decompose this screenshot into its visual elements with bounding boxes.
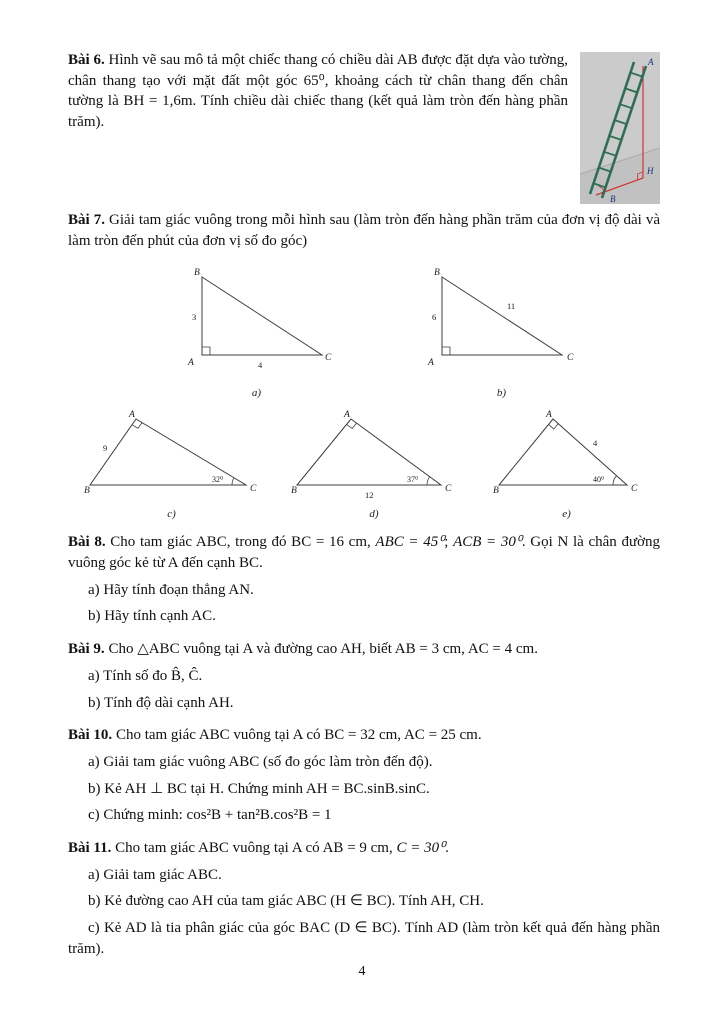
vertex-label-A: A <box>344 410 350 421</box>
figure-c-caption: c) <box>167 508 176 521</box>
label-B: B <box>610 194 616 204</box>
problem-7-label: Bài 7. <box>68 212 105 228</box>
triangle-b-diagram <box>427 265 577 380</box>
problem-9-item-a: a) Tính số đo B̂, Ĉ. <box>88 667 203 684</box>
side-label-bottom: 4 <box>257 360 262 371</box>
problem-10-body: Cho tam giác ABC vuông tại A có BC = 32 cm, AC = 25 cm. <box>115 727 482 744</box>
problem-10-item-a: a) Giải tam giác vuông ABC (số đo góc làm tròn đến độ). <box>88 753 433 770</box>
problem-10-item-b: b) Kẻ AH ⊥ BC tại H. Chứng minh AH = BC.sinB.sinC. <box>88 780 430 797</box>
vertex-label-C: C <box>566 353 573 364</box>
side-label-AB: 9 <box>103 443 108 454</box>
right-angle-mark-A <box>347 423 357 428</box>
page-number: 4 <box>358 964 366 979</box>
vertex-label-A: A <box>427 358 434 369</box>
problem-10 <box>68 725 660 826</box>
problem-9-label: Bài 9. <box>68 641 105 658</box>
angle-arc-C <box>613 476 617 485</box>
vertex-label-B: B <box>493 486 499 497</box>
vertex-label-C: C <box>631 484 638 495</box>
vertex-label-A: A <box>546 410 552 421</box>
problem-8-math-1: ABC = 45⁰ <box>375 534 445 551</box>
problem-10-text <box>68 725 660 746</box>
problem-8-body-post: . Gọi N là chân đường vuông góc kẻ từ A đến cạnh BC. <box>68 534 661 572</box>
vertex-label-C: C <box>250 484 257 495</box>
angle-label-C: 37⁰ <box>407 475 419 485</box>
figure-e-caption: e) <box>562 508 571 521</box>
vertex-label-B: B <box>84 486 90 497</box>
vertex-label-A: A <box>129 410 135 421</box>
problem-6-body: Hình vẽ sau mô tả một chiếc thang có chiều dài AB được đặt dựa vào tường, chân thang tạo với mặt đất một góc 65⁰, khoảng cách từ chân thang đến chân tường là BH = 1,6m. Tính chiều dài chiếc thang (kết quả làm tròn đến hàng phần trăm). <box>68 52 568 131</box>
triangle-a-diagram <box>182 265 332 380</box>
figure-a <box>182 265 332 399</box>
problem-8-body-pre: Cho tam giác ABC, trong đó BC = 16 cm, <box>110 534 376 551</box>
problem-11-text <box>68 838 660 859</box>
triangle-d-outline <box>297 419 441 485</box>
triangle-d-diagram <box>289 409 459 501</box>
label-A: A <box>648 57 654 67</box>
problem-8-item-a: a) Hãy tính đoạn thẳng AN. <box>88 581 254 598</box>
angle-label-C: 32⁰ <box>212 475 224 485</box>
problem-6-label: Bài 6. <box>68 52 105 68</box>
vertex-label-B: B <box>193 268 200 279</box>
vertex-label-B: B <box>291 486 297 497</box>
figure-b-caption: b) <box>496 387 507 400</box>
side-label-left: 6 <box>431 312 436 323</box>
figure-row-1 <box>68 265 660 399</box>
problem-10-item-c: c) Chứng minh: cos²B + tan²B.cos²B = 1 <box>88 807 332 824</box>
figure-a-caption: a) <box>251 387 262 400</box>
problem-11-body-post: . <box>445 839 449 856</box>
ladder-figure <box>580 52 660 204</box>
figure-d <box>289 409 459 520</box>
triangle-c-diagram <box>84 409 259 501</box>
problem-11-body-pre: Cho tam giác ABC vuông tại A có AB = 9 cm, <box>115 839 397 856</box>
problem-11-item-a: a) Giải tam giác ABC. <box>88 866 222 883</box>
problem-9-item-b: b) Tính độ dài cạnh AH. <box>88 694 234 711</box>
triangle-e-outline <box>499 419 627 485</box>
vertex-label-C: C <box>445 484 452 495</box>
figure-b <box>427 265 577 399</box>
page-content <box>68 50 660 959</box>
figure-e <box>489 409 644 520</box>
figure-c <box>84 409 259 520</box>
problem-11-math-1: C = 30⁰ <box>396 839 446 856</box>
problem-8-label: Bài 8. <box>68 534 106 551</box>
figure-d-caption: d) <box>369 508 379 521</box>
problem-7 <box>68 210 660 251</box>
problem-6 <box>68 50 660 204</box>
problem-7-text <box>68 210 660 251</box>
problem-11 <box>68 838 660 959</box>
problem-7-body: Giải tam giác vuông trong mỗi hình sau (làm tròn đến hàng phần trăm của đơn vị độ dài và làm tròn đến phút của đơn vị số đo góc) <box>68 212 660 249</box>
figure-row-2 <box>68 409 660 520</box>
problem-9-text <box>68 639 660 660</box>
right-angle-mark-A <box>202 347 210 355</box>
side-label-hypotenuse: 11 <box>506 301 515 312</box>
angle-arc-C <box>427 477 430 485</box>
angle-label-C: 40⁰ <box>593 475 605 485</box>
problem-8-item-b: b) Hãy tính cạnh AC. <box>88 608 216 625</box>
problem-9 <box>68 639 660 713</box>
right-angle-mark-A <box>549 424 559 429</box>
right-angle-mark-A <box>442 347 450 355</box>
side-label-base: 12 <box>365 490 374 501</box>
problem-8-text <box>68 532 660 573</box>
vertex-label-A: A <box>187 358 194 369</box>
side-label-left: 3 <box>191 312 196 323</box>
problem-8 <box>68 532 660 627</box>
problem-11-label: Bài 11. <box>68 839 112 856</box>
triangle-e-diagram <box>489 409 644 501</box>
problem-6-text <box>68 50 660 133</box>
problem-8-separator: ; <box>444 534 454 551</box>
triangle-b-outline <box>442 277 562 355</box>
problem-11-item-c: c) Kẻ AD là tia phân giác của góc BAC (D ∈ BC). Tính AD (làm tròn kết quả đến hàng phần trăm). <box>68 920 660 957</box>
angle-arc-C <box>232 478 234 485</box>
problem-8-math-2: ACB = 30⁰ <box>453 534 522 551</box>
vertex-label-B: B <box>433 268 440 279</box>
side-label-AC: 4 <box>593 438 598 449</box>
vertex-label-C: C <box>324 353 331 364</box>
label-H: H <box>647 166 654 176</box>
triangle-a-outline <box>202 277 322 355</box>
problem-11-item-b: b) Kẻ đường cao AH của tam giác ABC (H ∈ BC). Tính AH, CH. <box>88 893 484 910</box>
problem-10-label: Bài 10. <box>68 727 113 744</box>
problem-9-body: Cho △ABC vuông tại A và đường cao AH, biết AB = 3 cm, AC = 4 cm. <box>108 641 538 658</box>
